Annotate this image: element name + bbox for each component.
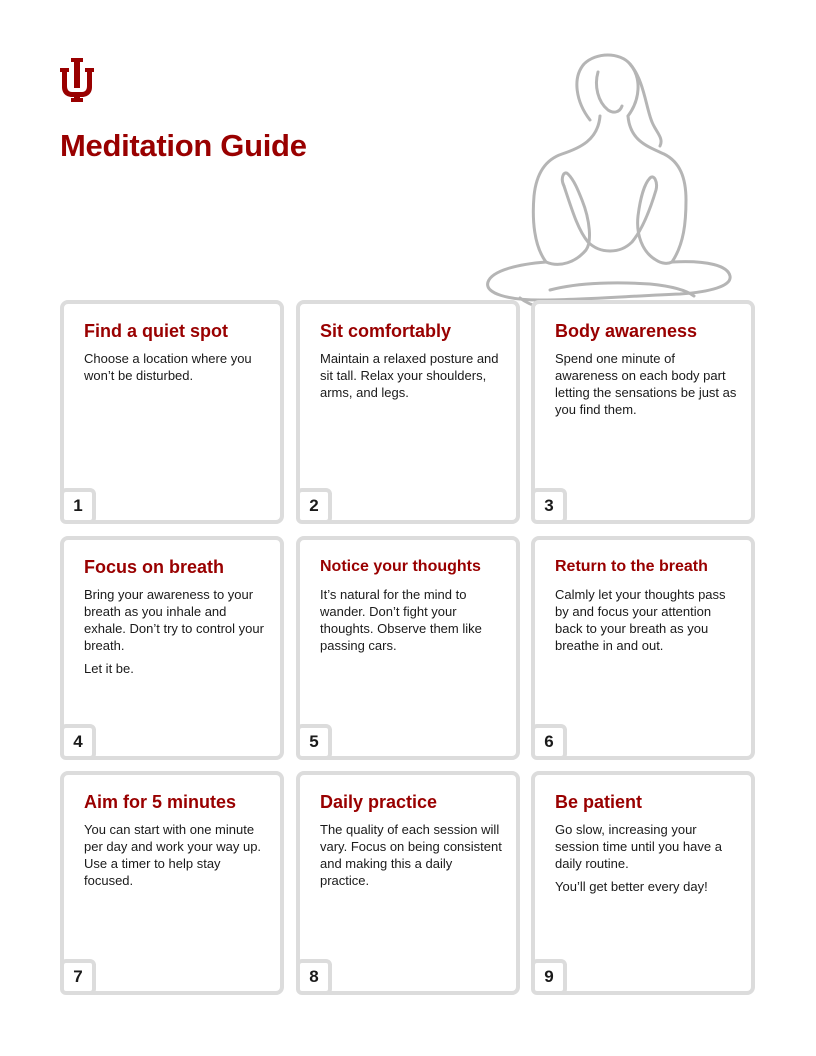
step-text: Go slow, increasing your session time until you have a daily routine. — [555, 822, 722, 871]
step-text: You’ll get better every day! — [555, 879, 708, 894]
step-card-2 — [296, 300, 520, 524]
step-title: Return to the breath — [555, 558, 708, 575]
step-text: Choose a location where you won’t be disturbed. — [84, 351, 252, 383]
step-text: Spend one minute of awareness on each body part letting the sensations be just as you find them. — [555, 351, 737, 417]
step-card-5 — [296, 536, 520, 760]
step-title: Aim for 5 minutes — [84, 792, 237, 812]
step-description — [555, 586, 737, 660]
step-title: Find a quiet spot — [84, 321, 228, 341]
step-description — [84, 586, 266, 683]
step-number-badge: 6 — [531, 724, 567, 760]
step-description — [555, 821, 737, 901]
step-card-3 — [531, 300, 755, 524]
step-description — [555, 350, 737, 424]
step-card-9 — [531, 771, 755, 995]
step-text: The quality of each session will vary. Focus on being consistent and making this a daily practice. — [320, 822, 502, 888]
step-title: Be patient — [555, 792, 643, 812]
step-title: Body awareness — [555, 321, 698, 341]
step-text: Maintain a relaxed posture and sit tall. Relax your shoulders, arms, and legs. — [320, 351, 499, 400]
step-description — [84, 821, 266, 895]
step-card-7 — [60, 771, 284, 995]
step-description — [320, 821, 502, 895]
step-text: Bring your awareness to your breath as you inhale and exhale. Don’t try to control your breath. — [84, 587, 264, 653]
step-text: You can start with one minute per day and work your way up. Use a timer to help stay focused. — [84, 822, 262, 888]
step-number-badge: 9 — [531, 959, 567, 995]
step-number-badge: 5 — [296, 724, 332, 760]
step-card-6 — [531, 536, 755, 760]
step-number-badge: 4 — [60, 724, 96, 760]
page-title: Meditation Guide — [60, 128, 307, 163]
step-description — [320, 350, 502, 407]
meditating-figure-icon — [480, 50, 740, 315]
step-text: Calmly let your thoughts pass by and focus your attention back to your breath as you breathe in and out. — [555, 587, 726, 653]
step-title: Sit comfortably — [320, 321, 452, 341]
step-title: Daily practice — [320, 792, 438, 812]
step-card-8 — [296, 771, 520, 995]
step-number-badge: 1 — [60, 488, 96, 524]
step-title: Focus on breath — [84, 557, 225, 577]
step-number-badge: 8 — [296, 959, 332, 995]
step-card-4 — [60, 536, 284, 760]
step-title: Notice your thoughts — [320, 558, 481, 575]
step-description — [84, 350, 266, 390]
step-text: Let it be. — [84, 661, 134, 676]
step-description — [320, 586, 502, 660]
step-number-badge: 3 — [531, 488, 567, 524]
step-text: It’s natural for the mind to wander. Don’t fight your thoughts. Observe them like passing cars. — [320, 587, 482, 653]
step-card-1 — [60, 300, 284, 524]
iu-trident-logo-icon — [60, 58, 94, 102]
step-number-badge: 2 — [296, 488, 332, 524]
step-number-badge: 7 — [60, 959, 96, 995]
